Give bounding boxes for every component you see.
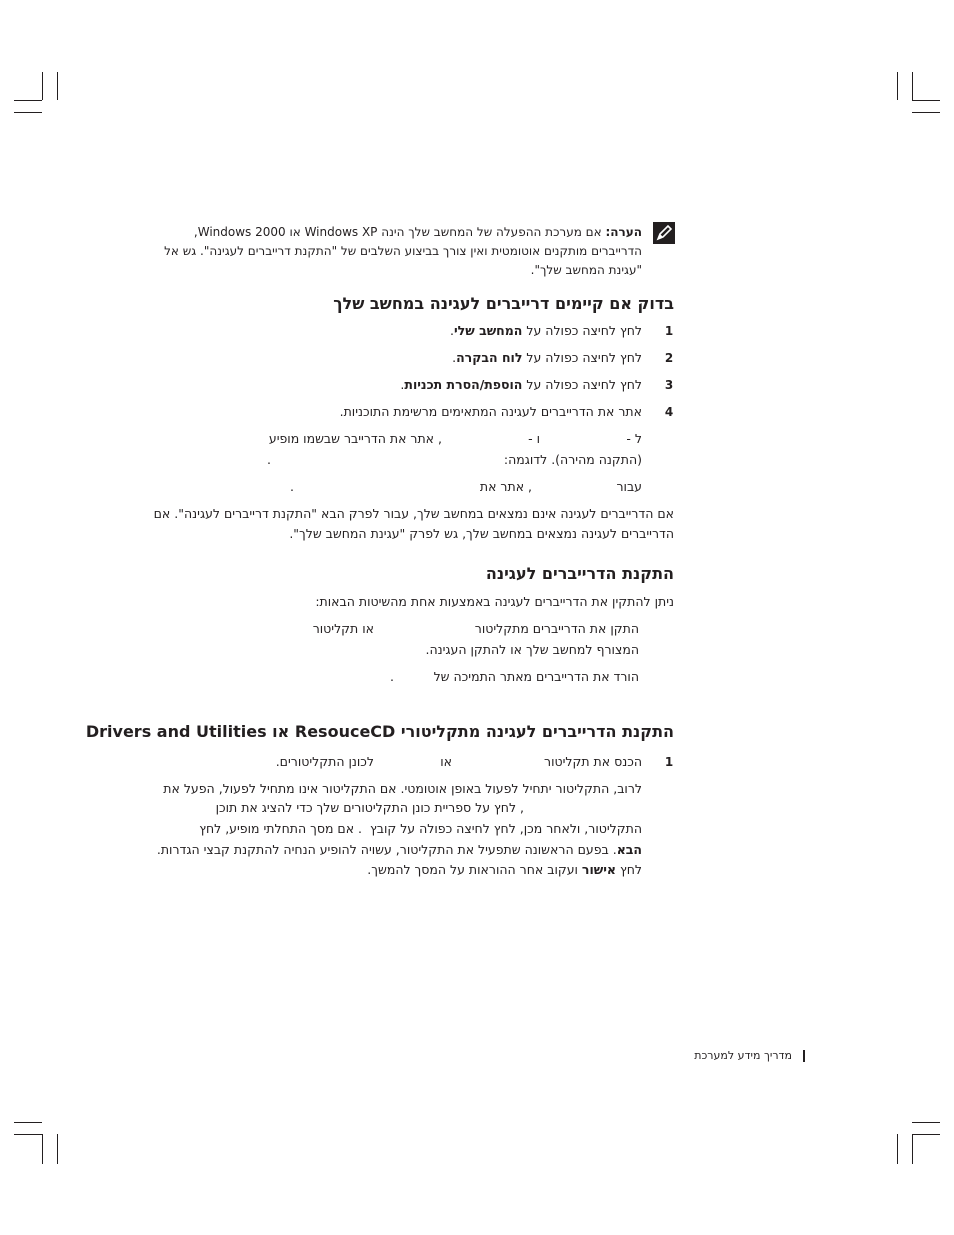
method-text: הורד את הדרייברים מאתר התמיכה של (433, 669, 639, 684)
step-text: לכונן התקליטורים. (275, 754, 374, 769)
section-title: בדוק אם קיימים דרייברים לעגינה במחשב שלך (333, 294, 674, 313)
step-text: לחץ לחיצה כפולה על הוספת/הסרת תכניות. (400, 377, 642, 392)
paragraph: ניתן להתקין את הדרייברים לעגינה באמצעות אחת מהשיטות הבאות: (315, 594, 674, 609)
step-text: לחץ לחיצה כפולה על לוח הבקרה. (452, 350, 642, 365)
crop-mark (912, 100, 940, 101)
method-text: המצורף למחשב שלך או להתקן העגינה. (425, 642, 639, 657)
sub-text: , אתר את הדרייבר שבשמו מופיע (268, 431, 442, 446)
paragraph: , לחץ על ספריית כונן התקליטורים שלך כדי להציג את תוכן (215, 800, 524, 815)
step-text: הכנס את תקליטור (544, 754, 642, 769)
crop-mark (14, 1134, 42, 1135)
step-number: 3 (664, 378, 674, 392)
step-number: 1 (664, 324, 674, 338)
step-text: אתר את הדרייברים לעגינה המתאימים מרשימת התוכניות. (339, 404, 642, 419)
crop-mark (57, 1134, 58, 1164)
sub-text: ל - (626, 431, 642, 446)
sub-text: (התקנה מהירה). לדוגמה: (503, 452, 642, 467)
method-text: . (390, 669, 394, 684)
note-text: אם מערכת ההפעלה של המחשב שלך הינה Windows XP או Windows 2000, הדרייברים מותקנים אוטומטית ואין צורך בביצוע השלבים של "התקנת דרייברים לעגינה". גש אל "עגינת המחשב שלך". (164, 225, 642, 277)
crop-mark (912, 1122, 940, 1123)
paragraph: . אם מסך התחלתי מופיע, לחץ (199, 821, 362, 836)
crop-mark (897, 72, 898, 100)
sub-text: , אתר את (479, 479, 532, 494)
step-number: 4 (664, 405, 674, 419)
footer-divider (803, 1050, 805, 1062)
paragraph: התקליטור, ולאחר מכן, לחץ לחיצה כפולה על קובץ (369, 821, 642, 836)
crop-mark (42, 72, 43, 100)
sub-text: ו - (528, 431, 540, 446)
method-text: או תקליטור (312, 621, 374, 636)
crop-mark (912, 1134, 940, 1135)
crop-mark (912, 72, 913, 100)
note (162, 223, 642, 280)
section-title: התקנת הדרייברים לעגינה (485, 564, 674, 583)
crop-mark (912, 1134, 913, 1164)
paragraph: אם הדרייברים לעגינה אינם נמצאים במחשב שלך, עבור לפרק הבא "התקנת דרייברים לעגינה". אם (153, 506, 674, 521)
note-label: הערה: (605, 225, 642, 239)
crop-mark (42, 1134, 43, 1164)
step-number: 2 (664, 351, 674, 365)
footer-text: מדריך מידע למערכת (694, 1049, 792, 1062)
crop-mark (57, 72, 58, 100)
step-text: לחץ לחיצה כפולה על המחשב שלי. (450, 323, 642, 338)
sub-text: עבור (616, 479, 642, 494)
sub-text: . (290, 479, 294, 494)
crop-mark (14, 112, 42, 113)
paragraph: הבא. בפעם הראשונה שתפעיל את התקליטור, עשויה להופיע הנחיה להתקנת קבצי הגדרות. (156, 842, 642, 857)
crop-mark (14, 1122, 42, 1123)
paragraph: לחץ אישור ועקוב אחר ההוראות על המסך להמשך. (367, 862, 642, 877)
method-text: התקן את הדרייברים מתקליטור (474, 621, 639, 636)
step-text: או (440, 754, 452, 769)
section-title: התקנת הדרייברים לעגינה מתקליטורי ResouceCD או Drivers and Utilities (85, 722, 674, 741)
crop-mark (14, 100, 42, 101)
paragraph: הדרייברים לעגינה נמצאים במחשב שלך, גש לפרק "עגינת המחשב שלך". (289, 526, 674, 541)
step-number: 1 (664, 755, 674, 769)
crop-mark (912, 112, 940, 113)
pencil-icon (653, 222, 675, 244)
sub-text: . (267, 452, 271, 467)
crop-mark (897, 1134, 898, 1164)
paragraph: לרוב, התקליטור יתחיל לפעול באופן אוטומטי. אם התקליטור אינו מתחיל לפעול, הפעל את (163, 781, 642, 796)
